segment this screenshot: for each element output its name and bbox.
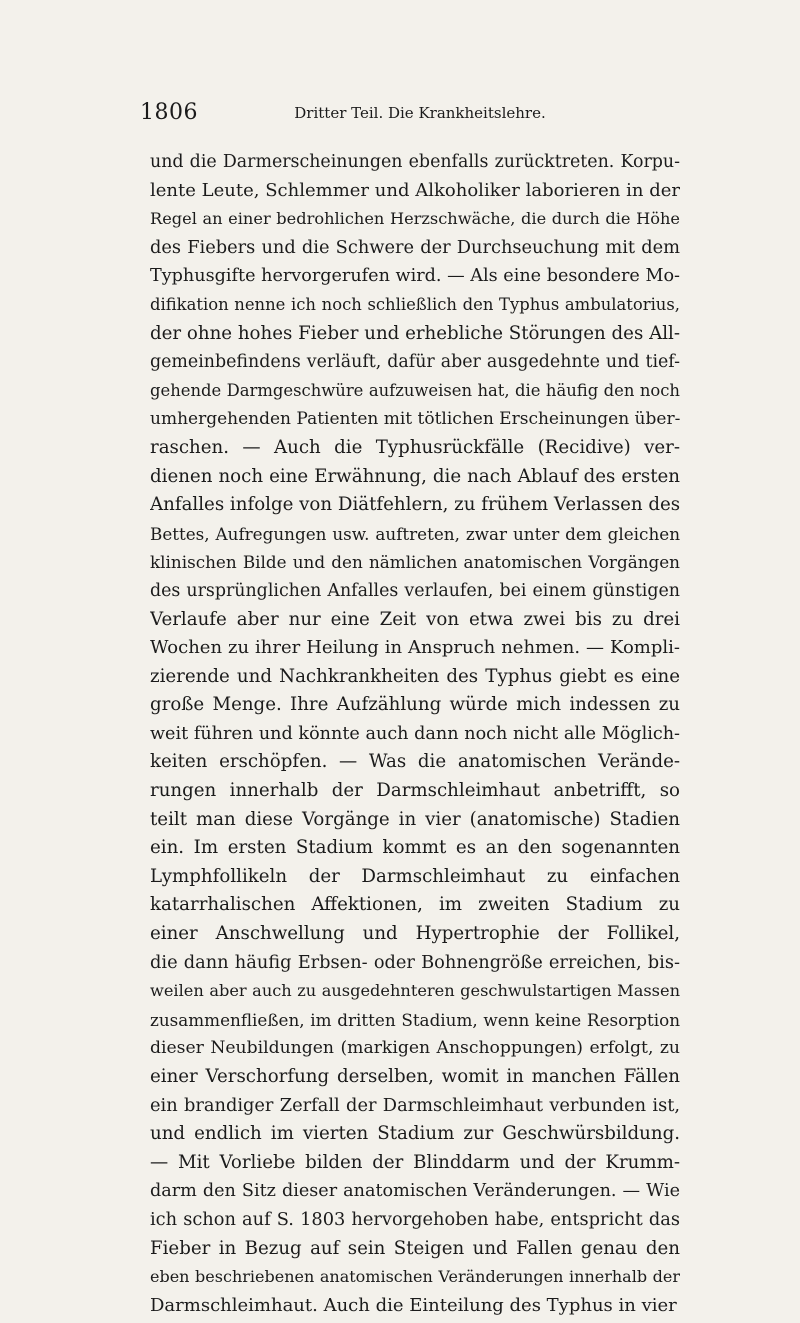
page-header [140, 100, 660, 130]
text-line: die dann häufig Erbsen- oder Bohnengröße erreichen, bis- [150, 951, 680, 973]
text-line: und die Darmerscheinungen ebenfalls zurücktreten. Korpu- [150, 152, 680, 172]
text-line: eben beschriebenen anatomischen Veränderungen innerhalb der [150, 1267, 680, 1287]
text-line: — Mit Vorliebe bilden der Blinddarm und der Krumm- [150, 1151, 680, 1173]
text-line: ein brandiger Zerfall der Darmschleimhaut verbunden ist, [150, 1094, 680, 1116]
running-head: Dritter Teil. Die Krankheitslehre. [294, 104, 546, 122]
text-line: Fieber in Bezug auf sein Steigen und Fallen genau den [150, 1237, 680, 1259]
text-line: des ursprünglichen Anfalles verlaufen, bei einem günstigen [150, 580, 680, 601]
text-line: raschen. — Auch die Typhusrückfälle (Recidive) ver- [150, 436, 680, 458]
text-line: katarrhalischen Affektionen, im zweiten Stadium zu [150, 894, 680, 916]
text-line: einer Anschwellung und Hypertrophie der Follikel, [150, 923, 680, 945]
text-line: Bettes, Aufregungen usw. auftreten, zwar unter dem gleichen [150, 523, 680, 544]
text-line: ich schon auf S. 1803 hervorgehoben habe, entspricht das [150, 1208, 680, 1230]
text-line: ein. Im ersten Stadium kommt es an den sogenannten [150, 837, 680, 859]
text-line: Typhusgifte hervorgerufen wird. — Als eine besondere Mo- [150, 266, 680, 287]
text-line: zusammenfließen, im dritten Stadium, wenn keine Resorption [150, 1009, 680, 1030]
text-line: und endlich im vierten Stadium zur Geschwürsbildung. [150, 1123, 680, 1145]
text-line: dieser Neubildungen (markigen Anschoppungen) erfolgt, zu [150, 1038, 680, 1059]
text-line: Wochen zu ihrer Heilung in Anspruch nehmen. — Kompli- [150, 637, 680, 659]
page-number: 1806 [140, 100, 198, 125]
text-line: keiten erschöpfen. — Was die anatomischen Verände- [150, 751, 680, 773]
text-line: gemeinbefindens verläuft, dafür aber ausgedehnte und tief- [150, 352, 680, 373]
text-line: umhergehenden Patienten mit tötlichen Erscheinungen über- [150, 409, 680, 430]
text-line: Lymphfollikeln der Darmschleimhaut zu einfachen [150, 865, 680, 887]
text-line: einer Verschorfung derselben, womit in manchen Fällen [150, 1066, 680, 1087]
text-line: klinischen Bilde und den nämlichen anatomischen Vorgängen [150, 552, 680, 573]
text-line: der ohne hohes Fieber und erhebliche Störungen des All- [150, 322, 680, 344]
text-line: Darmschleimhaut. Auch die Einteilung des Typhus in vier [150, 1294, 677, 1316]
text-line: weit führen und könnte auch dann noch nicht alle Möglich- [150, 723, 680, 744]
text-line: Regel an einer bedrohlichen Herzschwäche, die durch die Höhe [150, 209, 680, 229]
body-text [150, 148, 680, 1320]
text-line: gehende Darmgeschwüre aufzuweisen hat, die häufig den noch [150, 380, 680, 400]
text-line: große Menge. Ihre Aufzählung würde mich indessen zu [150, 694, 680, 716]
text-line: difikation nenne ich noch schließlich den Typhus ambulatorius, [150, 294, 680, 314]
text-line: zierende und Nachkrankheiten des Typhus giebt es eine [150, 665, 680, 687]
text-line: darm den Sitz dieser anatomischen Veränderungen. — Wie [150, 1181, 680, 1202]
text-line: Verlaufe aber nur eine Zeit von etwa zwei bis zu drei [150, 608, 680, 630]
text-line: rungen innerhalb der Darmschleimhaut anbetrifft, so [150, 780, 680, 802]
text-line: weilen aber auch zu ausgedehnteren geschwulstartigen Massen [150, 981, 680, 1001]
text-line: des Fiebers und die Schwere der Durchseuchung mit dem [150, 236, 680, 258]
text-line: teilt man diese Vorgänge in vier (anatomische) Stadien [150, 808, 680, 830]
text-line: Anfalles infolge von Diätfehlern, zu frühem Verlassen des [150, 494, 680, 516]
text-line: lente Leute, Schlemmer und Alkoholiker laborieren in der [150, 179, 680, 201]
text-line: dienen noch eine Erwähnung, die nach Ablauf des ersten [150, 465, 680, 487]
